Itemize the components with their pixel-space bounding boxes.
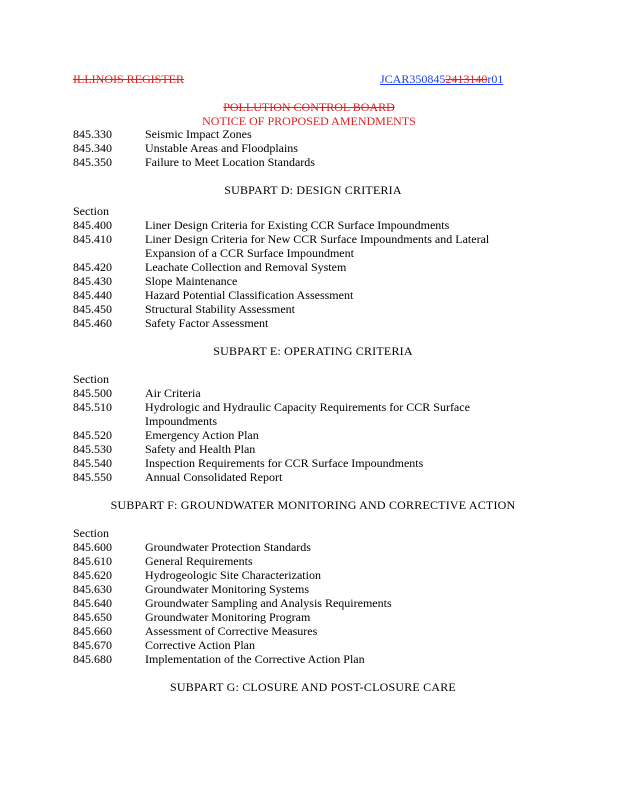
toc-entry: [73, 218, 553, 232]
toc-entry: [73, 652, 553, 666]
section-number: 845.620: [73, 568, 112, 582]
section-number: 845.430: [73, 274, 112, 288]
section-number: 845.460: [73, 316, 112, 330]
section-title-continued: Impoundments: [145, 414, 217, 428]
spacer: [73, 694, 553, 708]
section-number: 845.500: [73, 386, 112, 400]
toc-entry-continued: [73, 246, 553, 260]
toc-entry: [73, 582, 553, 596]
section-number: 845.330: [73, 127, 112, 141]
toc-entry: [73, 141, 553, 155]
spacer: [73, 358, 553, 372]
section-title: Liner Design Criteria for Existing CCR Surface Impoundments: [145, 218, 450, 232]
section-number: 845.660: [73, 624, 112, 638]
indent-spacer: [73, 246, 145, 260]
section-number: 845.450: [73, 302, 112, 316]
subpart-heading: SUBPART E: OPERATING CRITERIA: [213, 344, 413, 358]
section-number: 845.400: [73, 218, 112, 232]
jcar-struck: 2413140: [445, 72, 488, 86]
section-number: 845.650: [73, 610, 112, 624]
section-title: Liner Design Criteria for New CCR Surface Impoundments and Lateral: [145, 232, 490, 246]
toc-entry: [73, 554, 553, 568]
spacer: [73, 512, 553, 526]
section-title: Emergency Action Plan: [145, 428, 259, 442]
section-title: Safety Factor Assessment: [145, 316, 269, 330]
section-number: 845.610: [73, 554, 112, 568]
toc-entry: [73, 155, 553, 169]
agency-title: POLLUTION CONTROL BOARD: [223, 100, 395, 114]
section-title: Groundwater Protection Standards: [145, 540, 311, 554]
jcar-suffix: r01: [487, 72, 504, 86]
section-number: 845.420: [73, 260, 112, 274]
section-title: Corrective Action Plan: [145, 638, 255, 652]
section-number: 845.540: [73, 456, 112, 470]
toc-entry: [73, 442, 553, 456]
toc-entry: [73, 400, 553, 414]
section-number: 845.680: [73, 652, 112, 666]
toc-entry: [73, 386, 553, 400]
section-label: Section: [73, 204, 109, 218]
section-title: Implementation of the Corrective Action Plan: [145, 652, 365, 666]
section-title-continued: Expansion of a CCR Surface Impoundment: [145, 246, 354, 260]
toc-entry: [73, 638, 553, 652]
spacer: [73, 197, 553, 204]
section-number: 845.640: [73, 596, 112, 610]
jcar-prefix: JCAR350845: [380, 72, 446, 86]
table-of-contents: [73, 127, 553, 708]
section-number: 845.550: [73, 470, 112, 484]
section-title: Assessment of Corrective Measures: [145, 624, 318, 638]
section-title: Hazard Potential Classification Assessment: [145, 288, 354, 302]
subpart-heading: SUBPART D: DESIGN CRITERIA: [224, 183, 402, 197]
section-label: Section: [73, 526, 109, 540]
section-title: Leachate Collection and Removal System: [145, 260, 347, 274]
section-title: Hydrologic and Hydraulic Capacity Requirements for CCR Surface: [145, 400, 470, 414]
section-title: Seismic Impact Zones: [145, 127, 252, 141]
section-number: 845.440: [73, 288, 112, 302]
section-title: Failure to Meet Location Standards: [145, 155, 315, 169]
jcar-reference: [380, 72, 503, 87]
toc-entry: [73, 428, 553, 442]
toc-entry: [73, 288, 553, 302]
section-title: Groundwater Monitoring Program: [145, 610, 311, 624]
indent-spacer: [73, 414, 145, 428]
notice-title: NOTICE OF PROPOSED AMENDMENTS: [202, 114, 416, 128]
subpart-heading: SUBPART F: GROUNDWATER MONITORING AND CORRECTIVE ACTION: [110, 498, 516, 512]
section-title: Air Criteria: [145, 386, 201, 400]
toc-entry-continued: [73, 414, 553, 428]
toc-entry: [73, 596, 553, 610]
subpart-heading: SUBPART G: CLOSURE AND POST-CLOSURE CARE: [170, 680, 456, 694]
section-title: Annual Consolidated Report: [145, 470, 283, 484]
section-title: Groundwater Monitoring Systems: [145, 582, 309, 596]
section-title: Unstable Areas and Floodplains: [145, 141, 298, 155]
toc-entry: [73, 302, 553, 316]
section-number: 845.340: [73, 141, 112, 155]
section-title: Hydrogeologic Site Characterization: [145, 568, 321, 582]
toc-entry: [73, 316, 553, 330]
section-title: Structural Stability Assessment: [145, 302, 295, 316]
section-number: 845.600: [73, 540, 112, 554]
section-title: Safety and Health Plan: [145, 442, 256, 456]
toc-entry: [73, 470, 553, 484]
section-number: 845.670: [73, 638, 112, 652]
toc-entry: [73, 232, 553, 246]
section-number: 845.510: [73, 400, 112, 414]
toc-entry: [73, 456, 553, 470]
register-header: ILLINOIS REGISTER: [73, 72, 184, 86]
toc-entry: [73, 610, 553, 624]
section-number: 845.630: [73, 582, 112, 596]
section-number: 845.530: [73, 442, 112, 456]
section-title: General Requirements: [145, 554, 253, 568]
toc-entry: [73, 274, 553, 288]
toc-entry: [73, 127, 553, 141]
section-number: 845.350: [73, 155, 112, 169]
toc-entry: [73, 568, 553, 582]
section-number: 845.520: [73, 428, 112, 442]
section-title: Groundwater Sampling and Analysis Requirements: [145, 596, 392, 610]
toc-entry: [73, 540, 553, 554]
toc-entry: [73, 260, 553, 274]
toc-entry: [73, 624, 553, 638]
section-label: Section: [73, 372, 109, 386]
section-title: Inspection Requirements for CCR Surface Impoundments: [145, 456, 424, 470]
section-title: Slope Maintenance: [145, 274, 238, 288]
section-number: 845.410: [73, 232, 112, 246]
